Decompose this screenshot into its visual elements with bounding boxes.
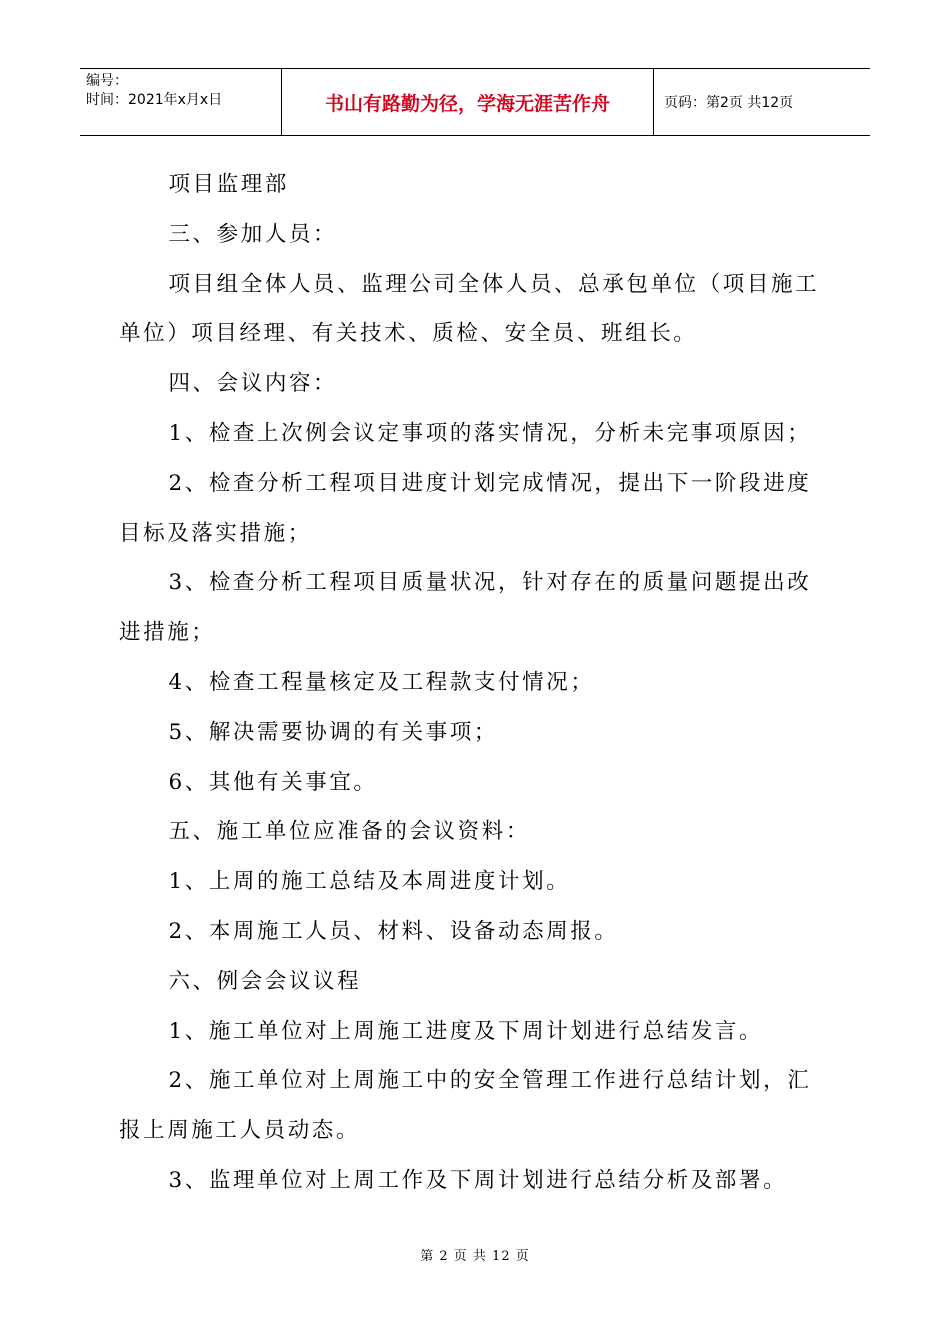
paragraph: 项目组全体人员、监理公司全体人员、总承包单位（项目施工单位）项目经理、有关技术、质检、安全员、班组长。 (119, 271, 820, 347)
list-item: 3、检查分析工程项目质量状况，针对存在的质量问题提出改进措施； (119, 570, 812, 646)
list-item: 3、监理单位对上周工作及下周计划进行总结分析及部署。 (168, 1167, 788, 1193)
list-item: 1、上周的施工总结及本周进度计划。 (168, 869, 571, 895)
list-item: 1、检查上次例会议定事项的落实情况，分析未完事项原因； (168, 420, 812, 446)
list-item: 2、检查分析工程项目进度计划完成情况，提出下一阶段进度目标及落实措施； (119, 470, 812, 546)
header-meta (80, 69, 282, 135)
section-heading: 六、例会会议议程 (168, 968, 362, 994)
page-footer: 第 2 页 共 12 页 (420, 1249, 530, 1264)
list-item: 6、其他有关事宜。 (168, 769, 378, 795)
header-motto: 书山有路勤为径，学海无涯苦作舟 (282, 69, 654, 135)
paragraph: 项目监理部 (168, 172, 289, 197)
header-page-info: 页码：第2页 共12页 (664, 95, 794, 111)
list-item: 2、本周施工人员、材料、设备动态周报。 (168, 918, 619, 944)
section-heading: 三、参加人员： (168, 221, 338, 247)
list-item: 1、施工单位对上周施工进度及下周计划进行总结发言。 (168, 1018, 764, 1044)
list-item: 4、检查工程量核定及工程款支付情况； (168, 669, 595, 695)
list-item: 5、解决需要协调的有关事项； (168, 719, 499, 745)
list-item: 2、施工单位对上周施工中的安全管理工作进行总结计划，汇报上周施工人员动态。 (119, 1068, 812, 1144)
section-heading: 四、会议内容： (168, 371, 338, 397)
section-heading: 五、施工单位应准备的会议资料： (168, 819, 530, 845)
document-body (119, 160, 834, 1206)
document-date: 时间：2021年x月x日 (86, 92, 223, 108)
page-header (80, 68, 870, 136)
document-number: 编号： (86, 73, 128, 89)
